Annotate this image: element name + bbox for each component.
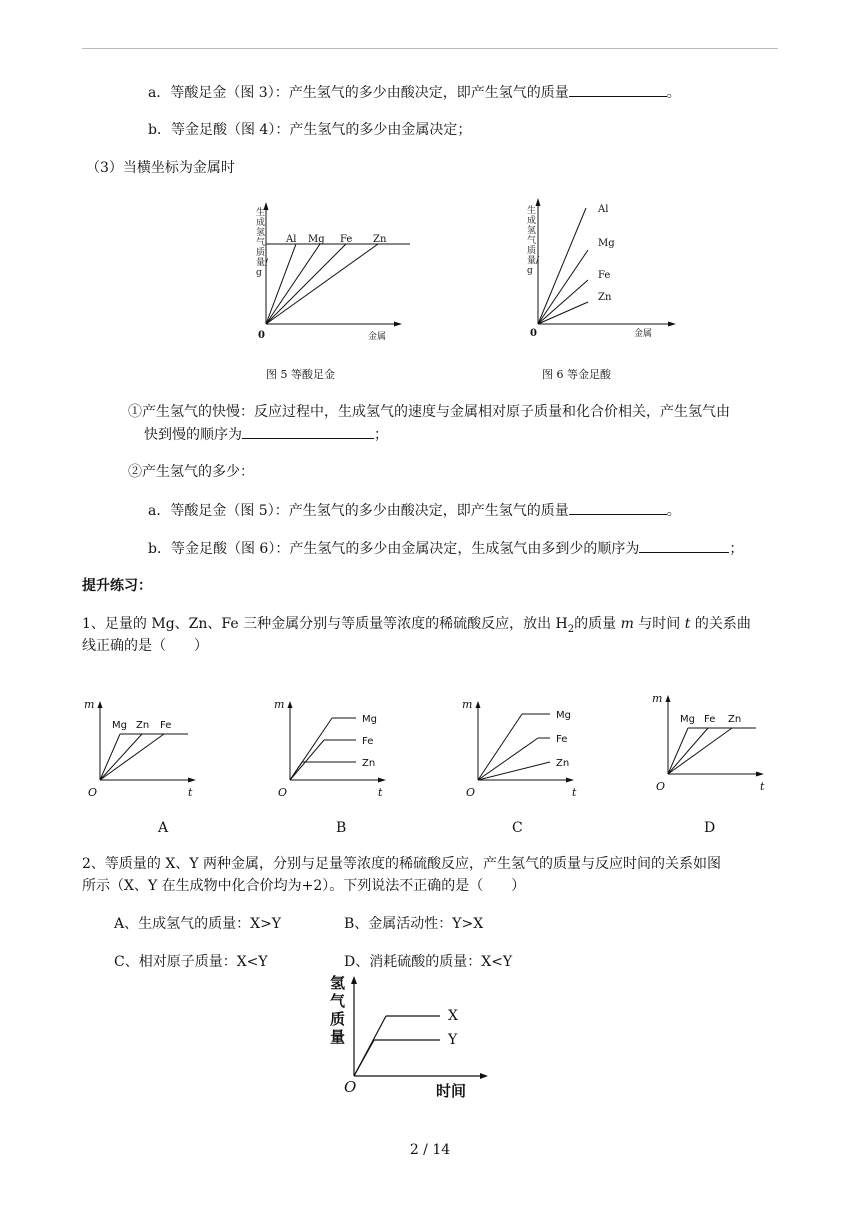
text: 快到慢的顺序为: [144, 427, 242, 443]
series-label: Fe: [556, 734, 568, 745]
series-label: Fe: [704, 714, 716, 725]
var-t: t: [684, 616, 691, 632]
answer-blank[interactable]: [639, 538, 729, 553]
text: ；: [374, 427, 388, 443]
page-number: 2 / 14: [409, 1142, 451, 1158]
option-b[interactable]: B、金属活动性：Y>X: [344, 916, 484, 932]
q1-chart-d: [652, 686, 772, 796]
series-label: Zn: [556, 758, 570, 769]
line-5a: [148, 500, 681, 521]
question-2-line-2: 所示（X、Y 在生成物中化合价均为+2）。下列说法不正确的是（ ）: [82, 878, 526, 894]
text: 1、足量的 Mg、Zn、Fe 三种金属分别与等质量等浓度的稀硫酸反应，放出 H: [82, 616, 568, 632]
option-d[interactable]: D、消耗硫酸的质量：X<Y: [344, 954, 513, 970]
figure-5-ylabel: 生成氢气质量/g: [256, 208, 269, 278]
line-heading-3: （3）当横坐标为金属时: [86, 160, 235, 176]
series-label: Fe: [362, 736, 374, 747]
text: 。: [666, 85, 681, 101]
series-label: Mg: [112, 720, 127, 731]
line-6b: [148, 538, 743, 559]
axis-x-label: t: [188, 786, 193, 799]
origin-label: O: [278, 786, 288, 799]
line-4b: b．等金足酸（图 4）：产生氢气的多少由金属决定；: [148, 122, 472, 138]
answer-blank[interactable]: [569, 500, 667, 515]
series-label: Zn: [136, 720, 150, 731]
origin-label: O: [344, 1078, 357, 1096]
text: 的质量: [574, 616, 621, 632]
subscript: 2: [567, 623, 575, 635]
origin-label: 0: [258, 330, 265, 341]
series-label: Mg: [680, 714, 695, 725]
series-label: Mg: [308, 234, 325, 245]
question-2-line-1: 2、等质量的 X、Y 两种金属，分别与足量等浓度的稀硫酸反应，产生氢气的质量与反应时间的关系如图: [82, 856, 722, 872]
origin-label: O: [88, 786, 98, 799]
series-label: Fe: [340, 234, 353, 245]
header-rule: [82, 48, 778, 49]
option-label-b[interactable]: B: [336, 820, 347, 836]
axis-y-label: m: [652, 692, 663, 705]
series-label: Fe: [160, 720, 172, 731]
text: a．等酸足金（图 3）：产生氢气的多少由酸决定，即产生氢气的质量: [148, 85, 569, 101]
figure-5-chart: [250, 200, 420, 350]
series-label: Y: [448, 1032, 458, 1048]
option-a[interactable]: A、生成氢气的质量：X>Y: [114, 916, 282, 932]
x-axis-label: 时间: [436, 1082, 467, 1100]
axis-x-label: t: [572, 786, 577, 799]
series-label: Zn: [728, 714, 742, 725]
axis-x-label: t: [760, 780, 765, 793]
line-speed-2: [144, 424, 388, 445]
origin-label: O: [656, 780, 666, 793]
axis-y-label: m: [84, 698, 95, 711]
line-speed-1: ①产生氢气的快慢：反应过程中，生成氢气的速度与金属相对原子质量和化合价相关，产生氢气由: [128, 404, 730, 420]
series-label: Mg: [598, 238, 615, 249]
section-title: 提升练习：: [82, 578, 152, 594]
question-1-line-2: 线正确的是（ ）: [82, 638, 208, 654]
text: 与时间: [633, 616, 685, 632]
axis-y-label: m: [274, 698, 285, 711]
option-label-d[interactable]: D: [704, 820, 716, 836]
text: a．等酸足金（图 5）：产生氢气的多少由酸决定，即产生氢气的质量: [148, 503, 569, 519]
line-amount: ②产生氢气的多少：: [128, 464, 254, 480]
q2-chart: [336, 972, 496, 1102]
figure-6-caption: 图 6 等金足酸: [542, 368, 611, 381]
text: 。: [666, 503, 681, 519]
origin-label: 0: [530, 328, 537, 339]
series-label: Al: [598, 204, 609, 215]
q2-ylabel: 氢气质量: [330, 974, 346, 1046]
series-label: Zn: [598, 292, 612, 303]
q1-chart-a: [84, 692, 204, 802]
answer-blank[interactable]: [242, 424, 374, 439]
origin-label: O: [466, 786, 476, 799]
answer-blank[interactable]: [569, 82, 667, 97]
text: 的关系曲: [690, 616, 751, 632]
axis-x-label: t: [378, 786, 383, 799]
q1-chart-c: [462, 692, 582, 802]
series-label: Al: [286, 234, 297, 245]
axis-y-label: m: [462, 698, 473, 711]
option-c[interactable]: C、相对原子质量：X<Y: [114, 954, 268, 970]
figure-6-ylabel: 生成氢气质量/g: [527, 206, 540, 276]
q1-chart-b: [274, 692, 394, 802]
x-axis-label: 金属: [368, 332, 387, 342]
var-m: m: [620, 616, 634, 632]
figure-6-chart: [522, 196, 692, 346]
series-label: Mg: [362, 714, 377, 725]
option-label-a[interactable]: A: [158, 820, 169, 836]
line-3a: [148, 82, 681, 103]
text: ；: [729, 541, 744, 557]
text: b．等金足酸（图 6）：产生氢气的多少由金属决定，生成氢气由多到少的顺序为: [148, 541, 640, 557]
figure-5-caption: 图 5 等酸足金: [266, 368, 335, 381]
series-label: Zn: [362, 758, 376, 769]
series-label: Mg: [556, 710, 571, 721]
option-label-c[interactable]: C: [512, 820, 523, 836]
series-label: Zn: [373, 234, 387, 245]
series-label: Fe: [598, 270, 611, 281]
series-label: X: [448, 1008, 458, 1024]
x-axis-label: 金属: [634, 329, 653, 339]
